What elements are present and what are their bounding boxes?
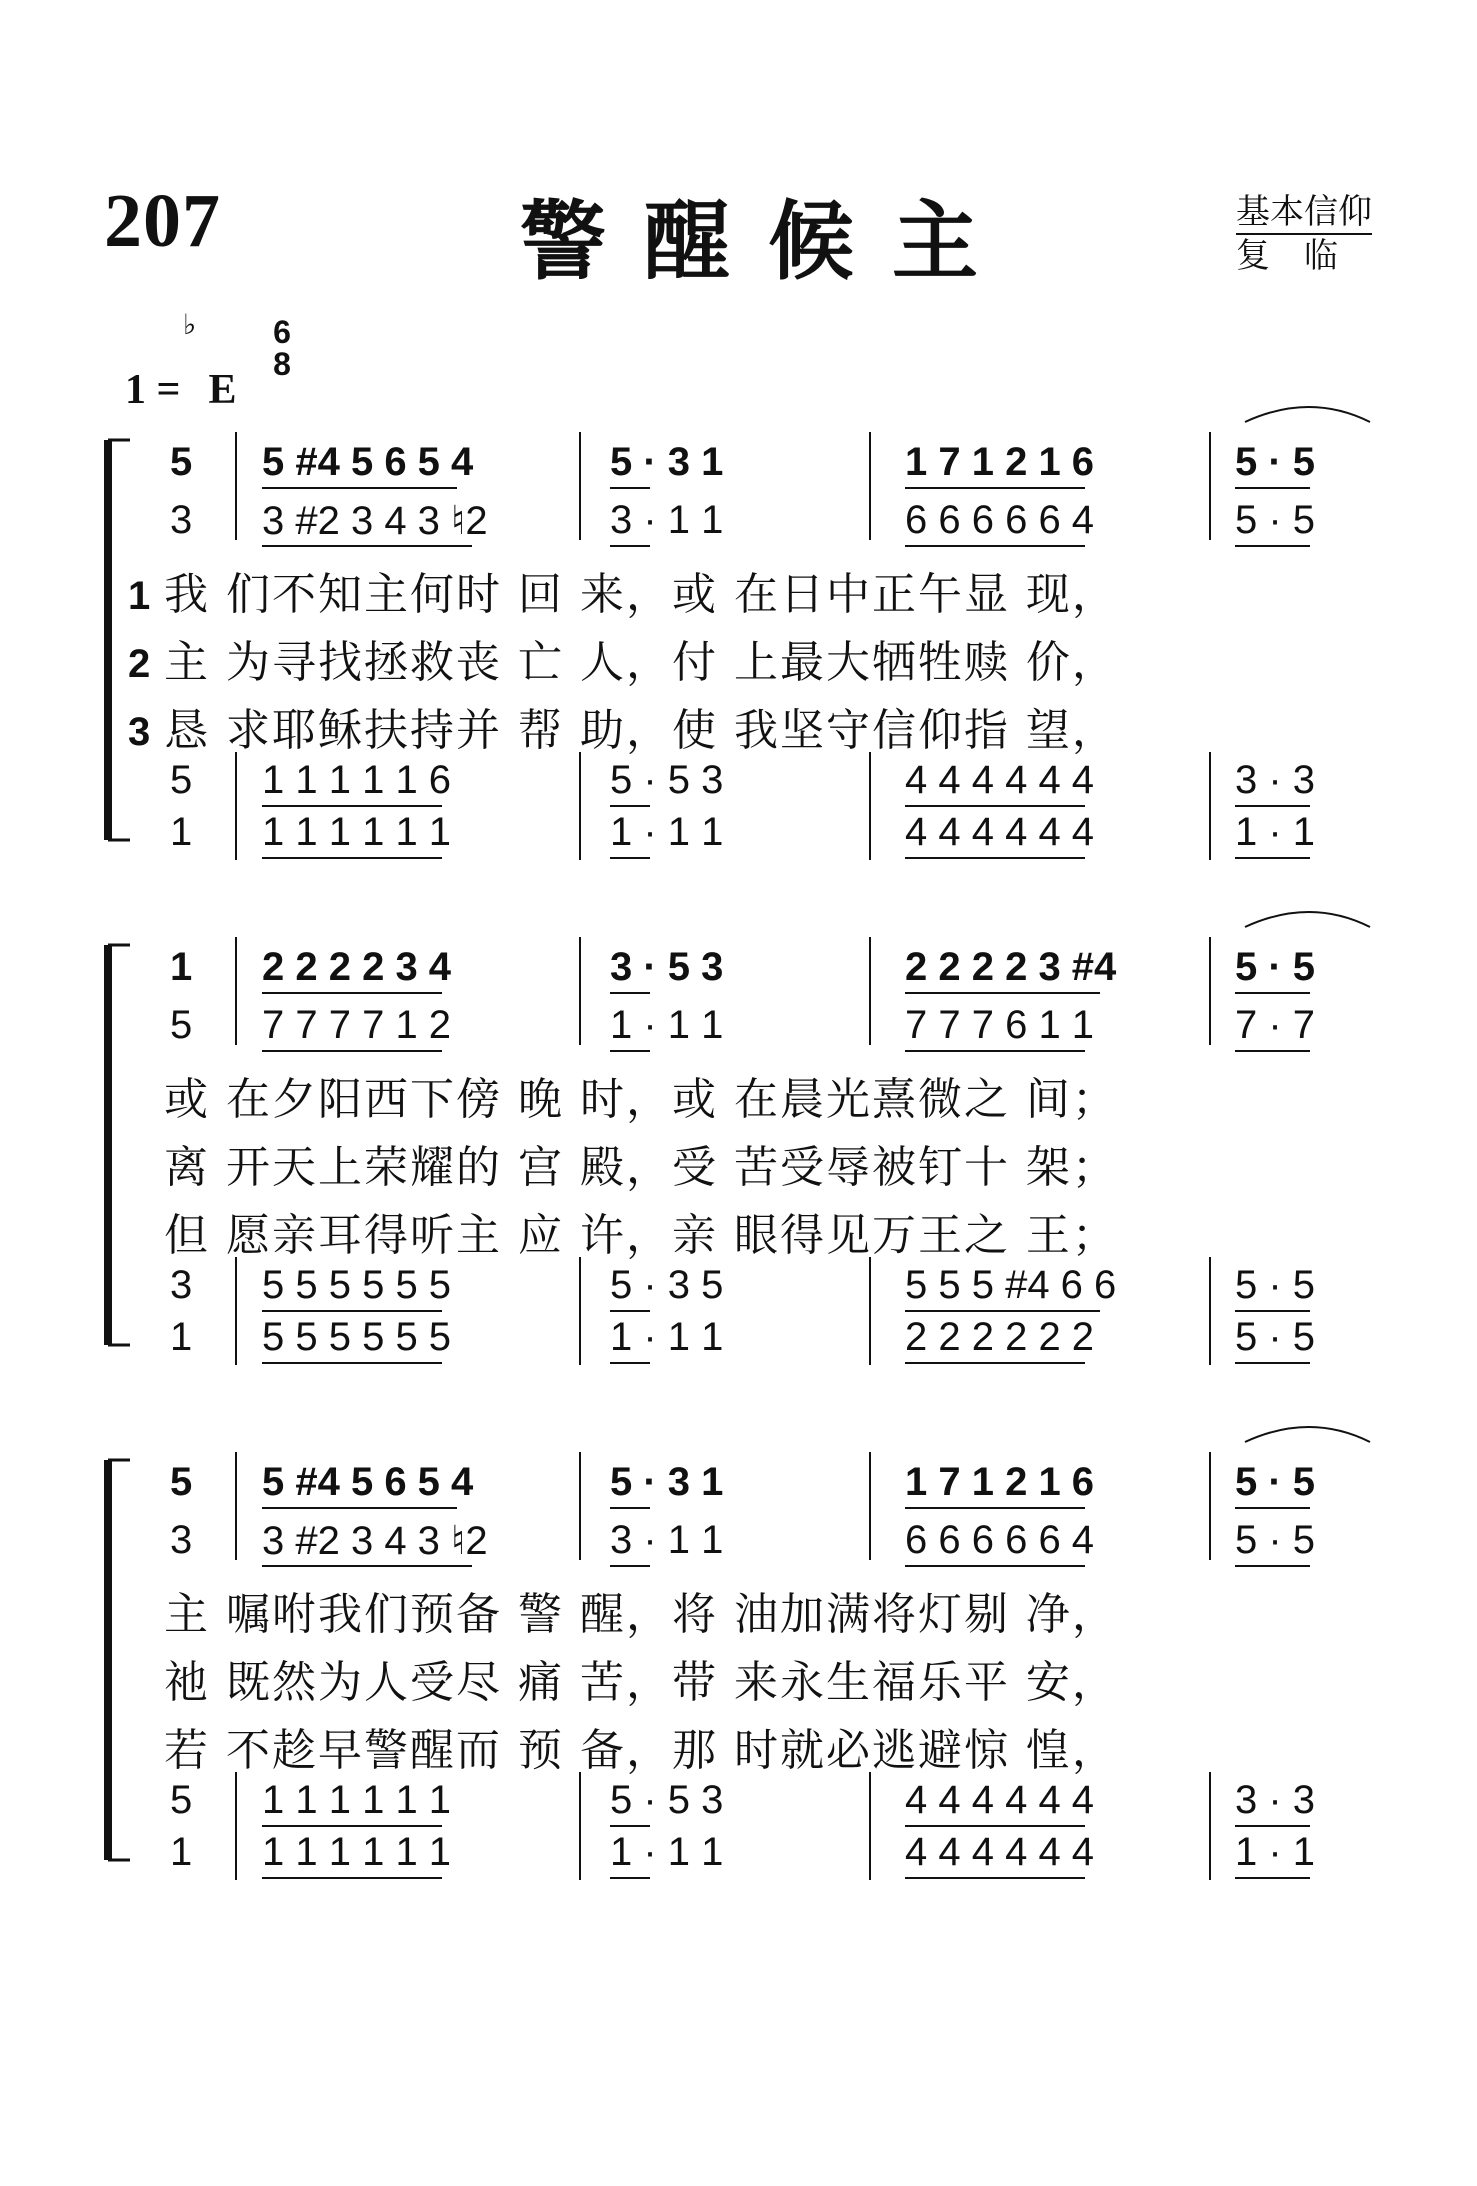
tenor-measure: 1 1 1 1 1 6 — [262, 758, 452, 802]
lyric-text: 或 在夕阳西下傍 晚 时，或 在晨光熹微之 间； — [164, 1074, 1118, 1125]
alto-measure: 6 6 6 6 6 4 — [905, 498, 1095, 542]
bass-measure: 1 · 1 1 — [610, 810, 724, 854]
lyric-text: 祂 既然为人受尽 痛 苦，带 来永生福乐平 安， — [164, 1657, 1118, 1708]
soprano-measure: 5 · 3 1 — [610, 440, 724, 484]
soprano-measure: 3 · 5 3 — [610, 945, 724, 989]
hymn-title: 警醒候主 — [520, 192, 1016, 292]
key-note: E — [208, 367, 237, 413]
bass-measure: 1 · 1 — [1235, 810, 1316, 854]
alto-measure: 5 — [170, 1003, 193, 1047]
alto-measure: 5 · 5 — [1235, 498, 1316, 542]
lyric-text: 我 们不知主何时 回 来，或 在日中正午显 现， — [164, 569, 1118, 620]
alto-measure: 7 7 7 6 1 1 — [905, 1003, 1095, 1047]
alto-measure: 1 · 1 1 — [610, 1003, 724, 1047]
alto-measure: 6 6 6 6 6 4 — [905, 1518, 1095, 1562]
bass-measure: 1 · 1 1 — [610, 1315, 724, 1359]
tenor-measure: 5 5 5 #4 6 6 — [905, 1263, 1117, 1307]
lyric-line — [128, 558, 1118, 622]
category-secondary: 复临 — [1236, 236, 1372, 276]
hymn-number: 207 — [104, 179, 221, 263]
alto-measure: 7 7 7 7 1 2 — [262, 1003, 452, 1047]
tie-arc — [1245, 1427, 1370, 1442]
tenor-measure: 1 1 1 1 1 1 — [262, 1778, 452, 1822]
bass-measure: 2 2 2 2 2 2 — [905, 1315, 1095, 1359]
bass-measure: 5 5 5 5 5 5 — [262, 1315, 452, 1359]
tenor-measure: 4 4 4 4 4 4 — [905, 1778, 1095, 1822]
lyric-line — [128, 626, 1118, 690]
key-prefix: 1 = — [125, 367, 181, 413]
time-signature-bottom: 8 — [273, 346, 291, 382]
lyric-text: 若 不趁早警醒而 预 备，那 时就必逃避惊 惶， — [164, 1725, 1118, 1776]
soprano-measure: 5 — [170, 1460, 193, 1504]
soprano-measure: 5 · 5 — [1235, 440, 1316, 484]
verse-number: 3 — [128, 710, 153, 754]
time-signature-top: 6 — [273, 314, 291, 350]
category-primary: 基本信仰 — [1236, 184, 1372, 235]
lyric-text: 但 愿亲耳得听主 应 许，亲 眼得见万王之 王； — [164, 1210, 1118, 1261]
bass-measure: 5 · 5 — [1235, 1315, 1316, 1359]
lyric-line — [128, 1714, 1118, 1778]
tenor-measure: 4 4 4 4 4 4 — [905, 758, 1095, 802]
alto-measure: 3 · 1 1 — [610, 498, 724, 542]
alto-measure: 3 · 1 1 — [610, 1518, 724, 1562]
bass-measure: 4 4 4 4 4 4 — [905, 1830, 1095, 1874]
lyric-text: 主 嘱咐我们预备 警 醒，将 油加满将灯剔 净， — [164, 1589, 1118, 1640]
soprano-measure: 5 · 5 — [1235, 1460, 1316, 1504]
lyric-line — [128, 1063, 1118, 1127]
bass-measure: 1 1 1 1 1 1 — [262, 1830, 452, 1874]
tenor-measure: 5 · 5 3 — [610, 758, 724, 802]
verse-number: 2 — [128, 642, 153, 686]
lyric-text: 主 为寻找拯救丧 亡 人，付 上最大牺牲赎 价， — [164, 637, 1118, 688]
soprano-measure: 1 — [170, 945, 193, 989]
soprano-measure: 2 2 2 2 3 #4 — [905, 945, 1117, 989]
bass-measure: 1 — [170, 1830, 193, 1874]
flat-sign: ♭ — [183, 308, 197, 341]
tenor-measure: 3 — [170, 1263, 193, 1307]
tenor-measure: 5 — [170, 1778, 193, 1822]
bass-measure: 4 4 4 4 4 4 — [905, 810, 1095, 854]
verse-number: 1 — [128, 574, 153, 618]
soprano-measure: 2 2 2 2 3 4 — [262, 945, 452, 989]
tenor-measure: 5 5 5 5 5 5 — [262, 1263, 452, 1307]
tie-arc — [1245, 407, 1370, 422]
alto-measure: 3 — [170, 1518, 193, 1562]
soprano-measure: 1 7 1 2 1 6 — [905, 440, 1095, 484]
bass-measure: 1 · 1 1 — [610, 1830, 724, 1874]
alto-measure: 5 · 5 — [1235, 1518, 1316, 1562]
tenor-measure: 5 · 5 3 — [610, 1778, 724, 1822]
tenor-measure: 3 · 3 — [1235, 758, 1316, 802]
soprano-measure: 5 #4 5 6 5 4 — [262, 1460, 474, 1504]
lyric-line — [128, 694, 1118, 758]
soprano-measure: 5 #4 5 6 5 4 — [262, 440, 474, 484]
lyric-text: 恳 求耶稣扶持并 帮 助，使 我坚守信仰指 望， — [164, 705, 1118, 756]
tenor-measure: 3 · 3 — [1235, 1778, 1316, 1822]
soprano-measure: 5 · 5 — [1235, 945, 1316, 989]
lyric-line — [128, 1131, 1118, 1195]
alto-measure: 3 — [170, 498, 193, 542]
soprano-measure: 5 — [170, 440, 193, 484]
bass-measure: 1 1 1 1 1 1 — [262, 810, 452, 854]
lyric-line — [128, 1578, 1118, 1642]
tenor-measure: 5 · 5 — [1235, 1263, 1316, 1307]
alto-measure: 3 #2 3 4 3 ♮2 — [262, 499, 488, 543]
soprano-measure: 5 · 3 1 — [610, 1460, 724, 1504]
bass-measure: 1 — [170, 810, 193, 854]
tenor-measure: 5 — [170, 758, 193, 802]
lyric-line — [128, 1646, 1118, 1710]
bass-measure: 1 · 1 — [1235, 1830, 1316, 1874]
tie-arc — [1245, 912, 1370, 927]
lyric-line — [128, 1199, 1118, 1263]
tenor-measure: 5 · 3 5 — [610, 1263, 724, 1307]
alto-measure: 3 #2 3 4 3 ♮2 — [262, 1519, 488, 1563]
bass-measure: 1 — [170, 1315, 193, 1359]
soprano-measure: 1 7 1 2 1 6 — [905, 1460, 1095, 1504]
alto-measure: 7 · 7 — [1235, 1003, 1316, 1047]
lyric-text: 离 开天上荣耀的 宫 殿，受 苦受辱被钉十 架； — [164, 1142, 1118, 1193]
